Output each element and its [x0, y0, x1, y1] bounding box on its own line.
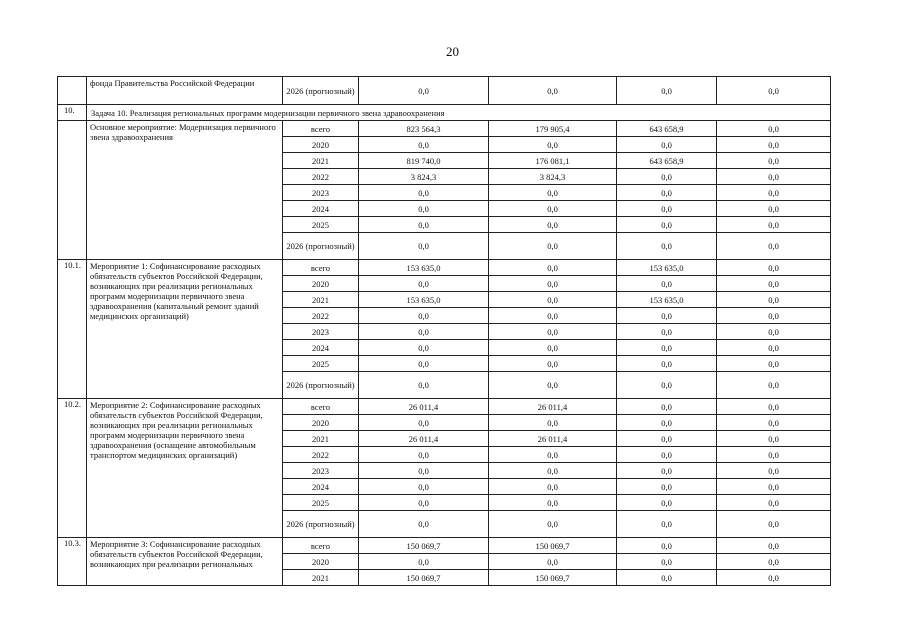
value-cell: 0,0: [489, 292, 617, 308]
year-cell: 2020: [283, 276, 359, 292]
value-cell: 643 658,9: [617, 153, 717, 169]
value-cell: 0,0: [489, 511, 617, 538]
value-cell: 150 069,7: [359, 570, 489, 586]
year-cell: 2023: [283, 185, 359, 201]
year-cell: 2020: [283, 137, 359, 153]
task-title: Задача 10. Реализация региональных программ модернизации первичного звена здравоохранения: [87, 105, 831, 121]
value-cell: 0,0: [617, 217, 717, 233]
value-cell: 0,0: [717, 570, 831, 586]
value-cell: 0,0: [717, 511, 831, 538]
value-cell: 153 635,0: [617, 260, 717, 276]
year-cell: 2026 (прогнозный): [283, 372, 359, 399]
value-cell: 0,0: [717, 340, 831, 356]
value-cell: 0,0: [359, 415, 489, 431]
value-cell: 0,0: [717, 431, 831, 447]
value-cell: 0,0: [717, 276, 831, 292]
table-row: [58, 121, 831, 137]
value-cell: 0,0: [717, 356, 831, 372]
value-cell: 0,0: [359, 185, 489, 201]
value-cell: 0,0: [489, 137, 617, 153]
value-cell: 0,0: [489, 340, 617, 356]
value-cell: 153 635,0: [617, 292, 717, 308]
value-cell: 153 635,0: [359, 292, 489, 308]
value-cell: 0,0: [717, 308, 831, 324]
value-cell: 0,0: [617, 233, 717, 260]
table-row: [58, 538, 831, 554]
value-cell: 0,0: [359, 511, 489, 538]
value-cell: 0,0: [359, 276, 489, 292]
year-cell: 2023: [283, 324, 359, 340]
value-cell: 150 069,7: [489, 570, 617, 586]
value-cell: 0,0: [717, 260, 831, 276]
year-cell: всего: [283, 538, 359, 554]
year-cell: 2022: [283, 447, 359, 463]
value-cell: 179 905,4: [489, 121, 617, 137]
task-number: 10.: [58, 105, 87, 121]
value-cell: 0,0: [717, 495, 831, 511]
row-number-cell: [58, 77, 87, 105]
value-cell: 0,0: [717, 292, 831, 308]
year-cell: 2021: [283, 153, 359, 169]
value-cell: 0,0: [717, 169, 831, 185]
value-cell: 0,0: [489, 324, 617, 340]
year-cell: 2022: [283, 308, 359, 324]
value-cell: 0,0: [617, 324, 717, 340]
value-cell: 0,0: [617, 169, 717, 185]
year-cell: 2021: [283, 292, 359, 308]
year-cell: 2024: [283, 201, 359, 217]
year-cell: всего: [283, 121, 359, 137]
year-cell: 2024: [283, 340, 359, 356]
value-cell: 0,0: [717, 137, 831, 153]
value-cell: 0,0: [489, 77, 617, 105]
value-cell: 0,0: [359, 77, 489, 105]
value-cell: 0,0: [717, 217, 831, 233]
row-number-cell: [58, 121, 87, 260]
value-cell: 0,0: [617, 479, 717, 495]
value-cell: 0,0: [717, 463, 831, 479]
value-cell: 0,0: [717, 372, 831, 399]
value-cell: 0,0: [489, 463, 617, 479]
table-body: [58, 77, 831, 586]
value-cell: 0,0: [489, 479, 617, 495]
value-cell: 0,0: [359, 356, 489, 372]
page-number: 20: [446, 44, 459, 59]
year-cell: 2025: [283, 356, 359, 372]
value-cell: 0,0: [617, 340, 717, 356]
value-cell: 0,0: [359, 217, 489, 233]
year-cell: 2026 (прогнозный): [283, 511, 359, 538]
value-cell: 0,0: [717, 479, 831, 495]
value-cell: 0,0: [617, 415, 717, 431]
value-cell: 0,0: [717, 324, 831, 340]
year-cell: 2024: [283, 479, 359, 495]
value-cell: 3 824,3: [359, 169, 489, 185]
year-cell: 2021: [283, 570, 359, 586]
value-cell: 0,0: [717, 121, 831, 137]
value-cell: 0,0: [489, 233, 617, 260]
value-cell: 0,0: [617, 201, 717, 217]
value-cell: 0,0: [617, 447, 717, 463]
value-cell: 0,0: [489, 554, 617, 570]
value-cell: 0,0: [717, 399, 831, 415]
year-cell: всего: [283, 260, 359, 276]
value-cell: 26 011,4: [359, 399, 489, 415]
value-cell: 643 658,9: [617, 121, 717, 137]
year-cell: 2025: [283, 495, 359, 511]
year-cell: 2021: [283, 431, 359, 447]
year-cell: 2023: [283, 463, 359, 479]
value-cell: 0,0: [617, 511, 717, 538]
value-cell: 0,0: [489, 447, 617, 463]
table-row: [58, 77, 831, 105]
row-number-cell: 10.1.: [58, 260, 87, 399]
activity-name: Мероприятие 1: Софинансирование расходных обязательств субъектов Российской Федерации, возникающих при реализации региональных программ модернизации первичного звена здравоохранения (капитальный ремонт зданий медицинских организаций): [87, 260, 283, 399]
value-cell: 0,0: [617, 399, 717, 415]
table-row: [58, 399, 831, 415]
value-cell: 0,0: [359, 447, 489, 463]
value-cell: 0,0: [489, 356, 617, 372]
value-cell: 0,0: [617, 431, 717, 447]
year-cell: 2026 (прогнозный): [283, 77, 359, 105]
value-cell: 0,0: [489, 415, 617, 431]
value-cell: 0,0: [717, 554, 831, 570]
activity-name: фонда Правительства Российской Федерации: [87, 77, 283, 105]
value-cell: 0,0: [359, 308, 489, 324]
value-cell: 0,0: [617, 276, 717, 292]
value-cell: 0,0: [717, 153, 831, 169]
task-row: [58, 105, 831, 121]
row-number-cell: 10.2.: [58, 399, 87, 538]
value-cell: 823 564,3: [359, 121, 489, 137]
value-cell: 0,0: [359, 137, 489, 153]
row-number-cell: 10.3.: [58, 538, 87, 586]
value-cell: 0,0: [717, 415, 831, 431]
year-cell: 2020: [283, 554, 359, 570]
value-cell: 0,0: [717, 185, 831, 201]
value-cell: 176 081,1: [489, 153, 617, 169]
value-cell: 0,0: [617, 185, 717, 201]
value-cell: 0,0: [359, 554, 489, 570]
value-cell: 26 011,4: [489, 399, 617, 415]
activity-name: Мероприятие 3: Софинансирование расходных обязательств субъектов Российской Федерации, возникающих при реализации региональных: [87, 538, 283, 586]
value-cell: 0,0: [489, 217, 617, 233]
year-cell: всего: [283, 399, 359, 415]
value-cell: 0,0: [617, 495, 717, 511]
value-cell: 0,0: [359, 372, 489, 399]
activity-name: Мероприятие 2: Софинансирование расходных обязательств субъектов Российской Федерации, возникающих при реализации региональных программ модернизации первичного звена здравоохранения (оснащение автомобильным транспортом медицинских организаций): [87, 399, 283, 538]
value-cell: 0,0: [617, 372, 717, 399]
value-cell: 0,0: [359, 479, 489, 495]
value-cell: 0,0: [617, 77, 717, 105]
value-cell: 0,0: [359, 463, 489, 479]
value-cell: 0,0: [359, 233, 489, 260]
value-cell: 0,0: [489, 201, 617, 217]
value-cell: 0,0: [359, 324, 489, 340]
value-cell: 0,0: [617, 137, 717, 153]
year-cell: 2020: [283, 415, 359, 431]
value-cell: 0,0: [617, 554, 717, 570]
value-cell: 0,0: [717, 447, 831, 463]
value-cell: 150 069,7: [359, 538, 489, 554]
value-cell: 0,0: [717, 201, 831, 217]
value-cell: 0,0: [617, 538, 717, 554]
value-cell: 0,0: [717, 77, 831, 105]
value-cell: 26 011,4: [489, 431, 617, 447]
value-cell: 0,0: [489, 276, 617, 292]
activity-name: Основное мероприятие: Модернизация первичного звена здравоохранения: [87, 121, 283, 260]
value-cell: 0,0: [359, 201, 489, 217]
year-cell: 2022: [283, 169, 359, 185]
value-cell: 150 069,7: [489, 538, 617, 554]
value-cell: 0,0: [617, 463, 717, 479]
value-cell: 819 740,0: [359, 153, 489, 169]
value-cell: 0,0: [617, 570, 717, 586]
value-cell: 3 824,3: [489, 169, 617, 185]
value-cell: 0,0: [359, 340, 489, 356]
value-cell: 0,0: [489, 308, 617, 324]
value-cell: 0,0: [717, 233, 831, 260]
value-cell: 26 011,4: [359, 431, 489, 447]
value-cell: 0,0: [489, 185, 617, 201]
table-row: [58, 260, 831, 276]
year-cell: 2026 (прогнозный): [283, 233, 359, 260]
value-cell: 0,0: [489, 260, 617, 276]
year-cell: 2025: [283, 217, 359, 233]
budget-table: [57, 76, 831, 586]
value-cell: 0,0: [617, 308, 717, 324]
value-cell: 0,0: [717, 538, 831, 554]
value-cell: 153 635,0: [359, 260, 489, 276]
value-cell: 0,0: [489, 372, 617, 399]
value-cell: 0,0: [359, 495, 489, 511]
value-cell: 0,0: [489, 495, 617, 511]
value-cell: 0,0: [617, 356, 717, 372]
